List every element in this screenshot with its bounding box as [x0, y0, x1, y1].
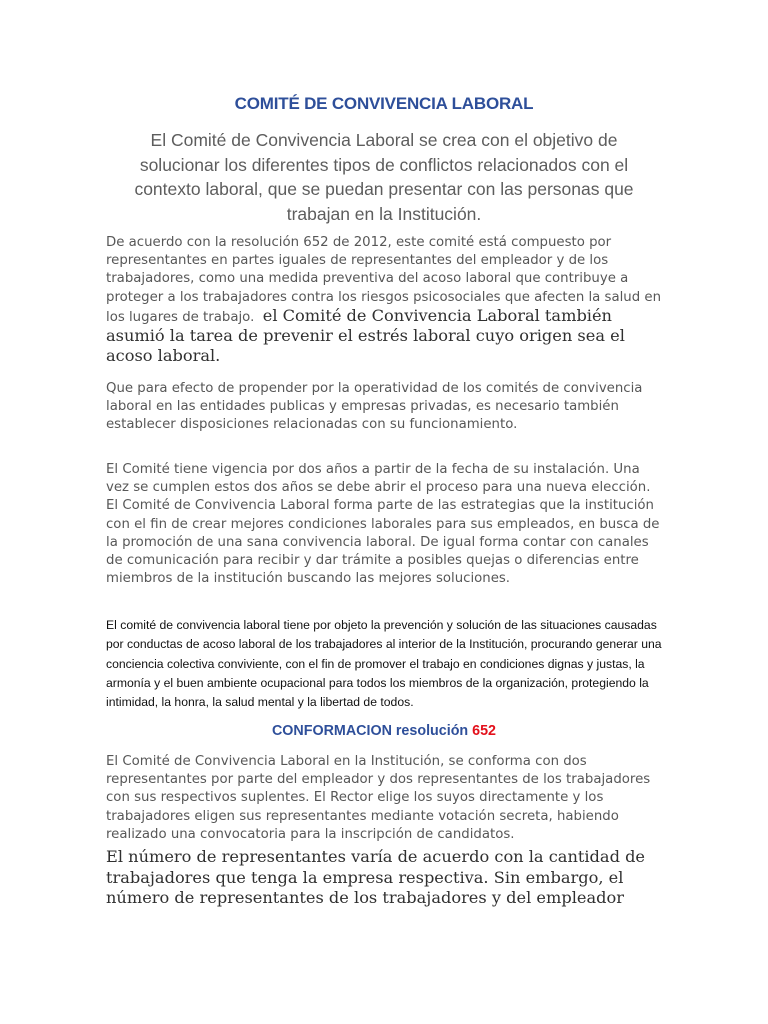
subtitle-number: 652 — [472, 723, 497, 739]
section-subtitle — [0, 723, 768, 739]
page-title: COMITÉ DE CONVIVENCIA LABORAL — [234, 94, 534, 113]
paragraph-resolution-continuation: el Comité de Convivencia Laboral también asumió la tarea de prevenir el estrés laboral cuyo origen sea el acoso laboral. — [106, 305, 625, 366]
paragraph-vigencia: El Comité tiene vigencia por dos años a partir de la fecha de su instalación. Una vez se cumplen estos dos años se debe abrir el proceso para una nueva elección. El Comité de Convivencia Laboral forma parte de las estrategias que la institución con el fin de crear mejores condiciones laborales para sus empleados, en busca de la promoción de una sana convivencia laboral. De igual forma contar con canales de comunicación para recibir y dar trámite a posibles quejas o diferencias entre miembros de la institución buscando las mejores soluciones. — [106, 462, 660, 587]
paragraph-conformacion: El Comité de Convivencia Laboral en la Institución, se conforma con dos representantes por parte del empleador y dos representantes de los trabajadores con sus respectivos suplentes. El Rector elige los suyos directamente y los trabajadores eligen sus representantes mediante votación secreta, habiendo realizado una convocatoria para la inscripción de candidatos. — [106, 754, 651, 842]
intro-paragraph: El Comité de Convivencia Laboral se crea con el objetivo de solucionar los diferentes tipos de conflictos relacionados con el contexto laboral, que se puedan presentar con las personas que trabajan en la Institución. — [134, 130, 634, 224]
paragraph-resolution-text: De acuerdo con la resolución 652 de 2012, este comité está compuesto por representantes en partes iguales de representantes del empleador y de los trabajadores, como una medida preventiva del acoso laboral que contribuye a proteger a los trabajadores contra los riesgos psicosociales que afecten la salud en los lugares de trabajo. — [106, 235, 662, 325]
paragraph-objeto: El comité de convivencia laboral tiene por objeto la prevención y solución de las situaciones causadas por conductas de acoso laboral de los trabajadores al interior de la Institución, procurando generar una conciencia colectiva conviviente, con el fin de promover el trabajo en condiciones dignas y justas, la armonía y el buen ambiente ocupacional para todos los miembros de la organización, protegiendo la intimidad, la honra, la salud mental y la libertad de todos. — [106, 618, 662, 710]
paragraph-representantes: El número de representantes varía de acuerdo con la cantidad de trabajadores que tenga la empresa respectiva. Sin embargo, el número de representantes de los trabajadores y del empleador — [106, 847, 646, 907]
paragraph-resolution — [106, 234, 666, 367]
paragraph-operatividad: Que para efecto de propender por la operatividad de los comités de convivencia laboral en las entidades publicas y empresas privadas, es necesario también establecer disposiciones relacionadas con su funcionamiento. — [106, 381, 643, 433]
subtitle-text: CONFORMACION resolución — [271, 723, 469, 739]
